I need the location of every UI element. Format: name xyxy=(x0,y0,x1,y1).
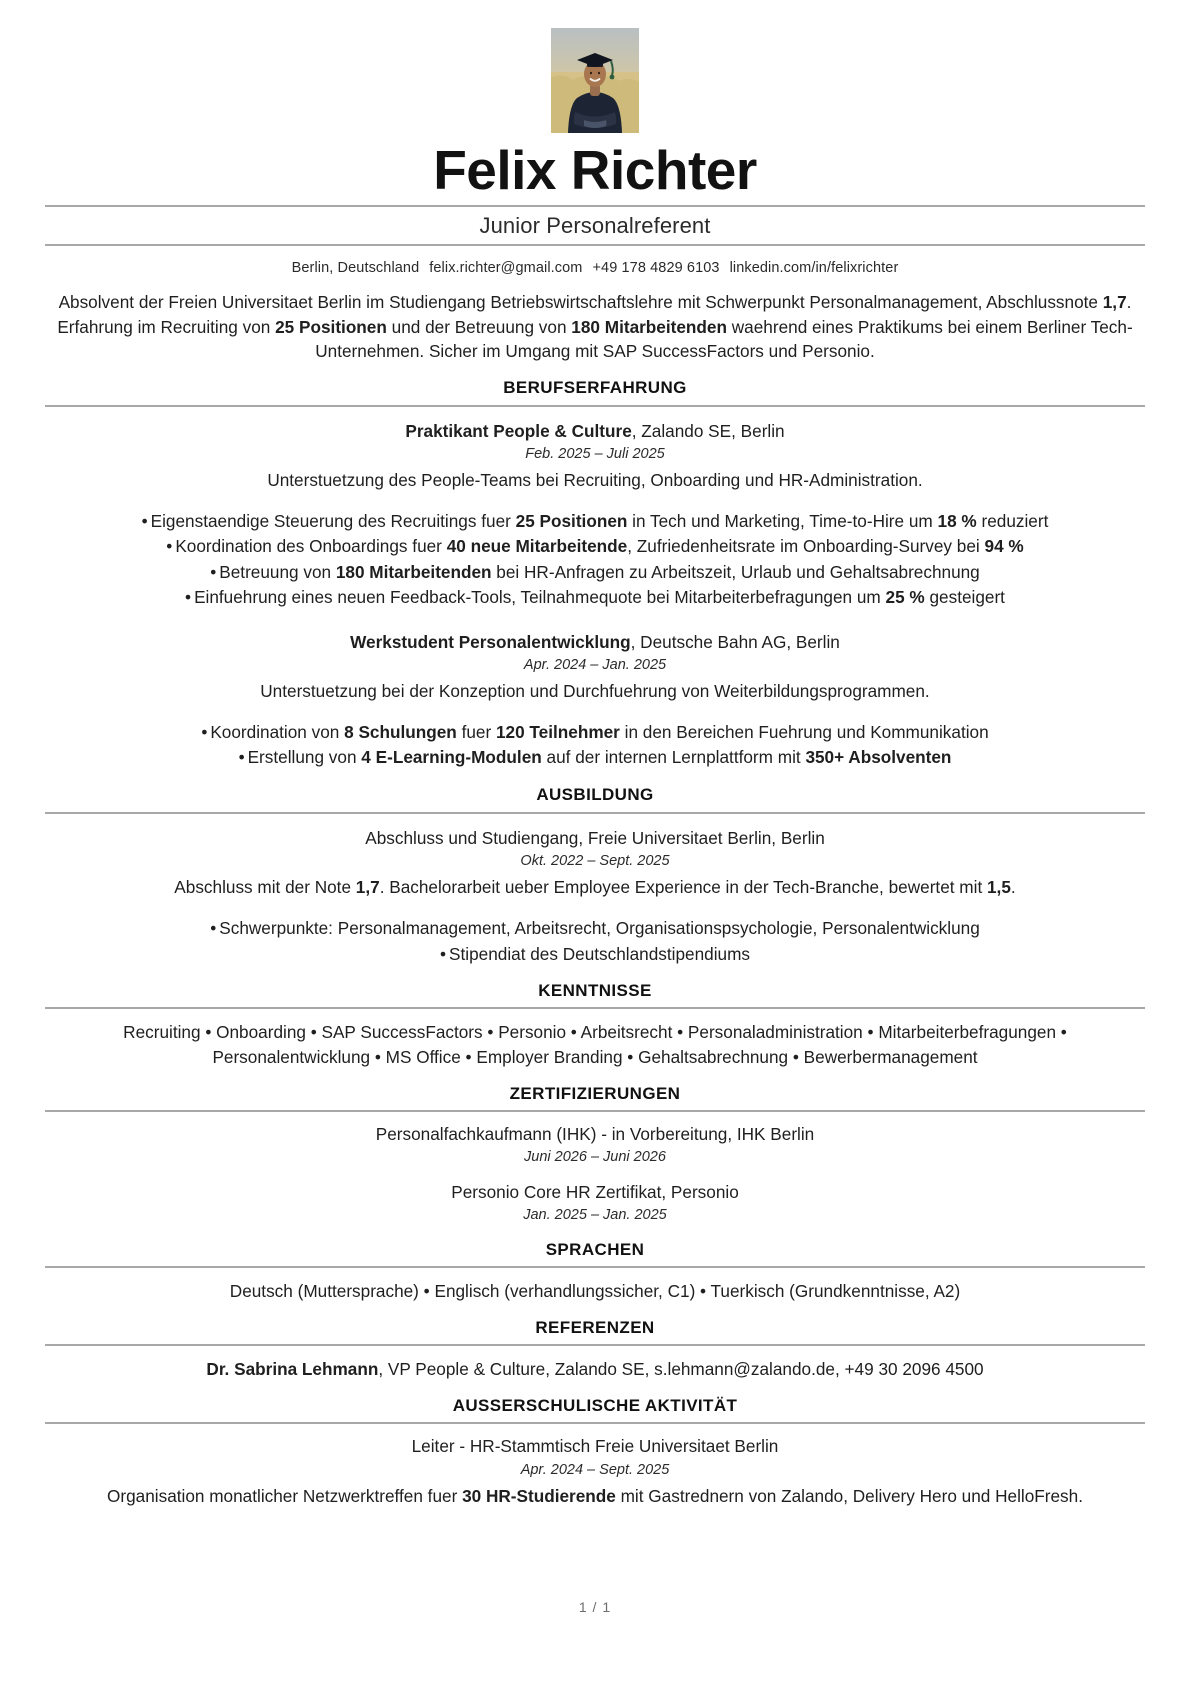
experience-entry xyxy=(45,420,1145,611)
extracurricular-description: Organisation monatlicher Netzwerktreffen fuer 30 HR-Studierende mit Gastrednern von Zalando, Delivery Hero und HelloFresh. xyxy=(107,1485,1083,1506)
extracurricular-role: Leiter - HR-Stammtisch Freie Universitaet Berlin xyxy=(411,1436,779,1457)
bullet-dot-icon: • xyxy=(210,918,217,939)
bullet-dot-icon: • xyxy=(166,536,173,557)
section-references xyxy=(45,1318,1145,1382)
bullet-dot-icon: • xyxy=(201,722,208,742)
certification-dates: Jan. 2025 – Jan. 2025 xyxy=(523,1207,667,1224)
section-title-extracurricular: AUSSERSCHULISCHE AKTIVITÄT xyxy=(452,1396,738,1416)
graduation-photo-icon xyxy=(551,28,639,133)
bullet-text: Koordination von 8 Schulungen fuer 120 Teilnehmer in den Bereichen Fuehrung und Kommunikation xyxy=(210,722,989,742)
skills-list: Recruiting • Onboarding • SAP SuccessFactors • Personio • Arbeitsrecht • Personaladministration • Mitarbeiterbefragungen • Personalentwicklung • MS Office • Employer Branding • Gehaltsabrechnung • Bewerbermanagement xyxy=(123,1022,1067,1068)
bullet-text: Schwerpunkte: Personalmanagement, Arbeitsrecht, Organisationspsychologie, Personalentwicklung xyxy=(219,918,980,939)
list-item xyxy=(45,942,1145,967)
section-experience xyxy=(45,378,1145,771)
section-languages xyxy=(45,1240,1145,1304)
section-body-languages xyxy=(45,1268,1145,1304)
experience-description: Unterstuetzung des People-Teams bei Recruiting, Onboarding und HR-Administration. xyxy=(267,469,923,490)
contact-phone[interactable]: +49 178 4829 6103 xyxy=(592,260,720,277)
education-degree: Abschluss und Studiengang, Freie Universitaet Berlin, Berlin xyxy=(365,827,825,848)
bullet-dot-icon: • xyxy=(141,510,148,531)
list-item xyxy=(45,534,1145,559)
certification-entry xyxy=(45,1181,1145,1226)
extracurricular-entry xyxy=(45,1435,1145,1507)
contact-line xyxy=(45,246,1145,286)
bullet-text: Betreuung von 180 Mitarbeitenden bei HR-Anfragen zu Arbeitszeit, Urlaub und Gehaltsabrechnung xyxy=(219,561,980,582)
education-dates: Okt. 2022 – Sept. 2025 xyxy=(520,853,670,870)
experience-dates: Feb. 2025 – Juli 2025 xyxy=(525,445,665,462)
bullet-dot-icon: • xyxy=(238,747,245,768)
certification-name: Personalfachkaufmann (IHK) - in Vorbereitung, IHK Berlin xyxy=(375,1124,815,1144)
section-title-references: REFERENZEN xyxy=(535,1318,655,1338)
section-title-education: AUSBILDUNG xyxy=(536,784,654,804)
contact-linkedin[interactable]: linkedin.com/in/felixrichter xyxy=(729,260,899,277)
section-title-certifications: ZERTIFIZIERUNGEN xyxy=(509,1084,681,1103)
section-title-skills: KENNTNISSE xyxy=(538,981,652,1001)
section-body-experience xyxy=(45,407,1145,771)
list-item xyxy=(45,916,1145,941)
bullet-dot-icon: • xyxy=(440,943,447,964)
bullet-text: Einfuehrung eines neuen Feedback-Tools, Teilnahmequote bei Mitarbeiterbefragungen um 25 % gesteigert xyxy=(194,587,1005,608)
experience-role: Praktikant People & Culture, Zalando SE, Berlin xyxy=(405,420,785,441)
reference-entry: Dr. Sabrina Lehmann, VP People & Culture, Zalando SE, s.lehmann@zalando.de, +49 30 2096 4500 xyxy=(206,1359,984,1380)
certification-entry xyxy=(45,1123,1145,1168)
extracurricular-dates: Apr. 2024 – Sept. 2025 xyxy=(520,1461,670,1478)
certification-dates: Juni 2026 – Juni 2026 xyxy=(524,1149,666,1166)
profile-summary: Absolvent der Freien Universitaet Berlin im Studiengang Betriebswirtschaftslehre mit Schwerpunkt Personalmanagement, Abschlussnote 1,7. Erfahrung im Recruiting von 25 Positionen und der Betreuung von 180 Mitarbeitenden waehrend eines Praktikums bei einem Berliner Tech-Unternehmen. Sicher im Umgang mit SAP SuccessFactors und Personio. xyxy=(57,292,1133,362)
section-certifications xyxy=(45,1084,1145,1226)
list-item xyxy=(45,560,1145,585)
bullet-dot-icon: • xyxy=(185,587,192,608)
section-body-references xyxy=(45,1346,1145,1382)
education-entry xyxy=(45,827,1145,967)
section-body-education xyxy=(45,814,1145,967)
contact-email[interactable]: felix.richter@gmail.com xyxy=(429,260,583,277)
list-item xyxy=(45,509,1145,534)
list-item xyxy=(45,585,1145,610)
bullet-dot-icon: • xyxy=(210,561,217,582)
experience-bullets xyxy=(45,720,1145,771)
section-body-skills xyxy=(45,1009,1145,1070)
bullet-text: Erstellung von 4 E-Learning-Modulen auf der internen Lernplattform mit 350+ Absolventen xyxy=(247,747,952,768)
experience-entry xyxy=(45,631,1145,771)
section-body-certifications xyxy=(45,1112,1145,1226)
experience-role: Werkstudent Personalentwicklung, Deutsche Bahn AG, Berlin xyxy=(350,631,840,652)
list-item xyxy=(45,720,1145,745)
section-skills xyxy=(45,981,1145,1070)
avatar xyxy=(551,28,639,133)
education-description: Abschluss mit der Note 1,7. Bachelorarbeit ueber Employee Experience in der Tech-Branche, bewertet mit 1,5. xyxy=(174,877,1016,898)
bullet-text: Koordination des Onboardings fuer 40 neue Mitarbeitende, Zufriedenheitsrate im Onboarding-Survey bei 94 % xyxy=(175,536,1024,557)
section-body-extracurricular xyxy=(45,1424,1145,1507)
page-indicator: 1 / 1 xyxy=(578,1599,612,1615)
certification-name: Personio Core HR Zertifikat, Personio xyxy=(451,1182,739,1203)
job-title: Junior Personalreferent xyxy=(479,213,711,239)
bullet-text: Stipendiat des Deutschlandstipendiums xyxy=(449,943,750,964)
section-title-languages: SPRACHEN xyxy=(545,1240,645,1260)
section-education xyxy=(45,785,1145,967)
languages-list: Deutsch (Muttersprache) • Englisch (verhandlungssicher, C1) • Tuerkisch (Grundkenntnisse, A2) xyxy=(229,1281,961,1302)
profile-photo-wrap xyxy=(45,28,1145,133)
experience-dates: Apr. 2024 – Jan. 2025 xyxy=(523,656,667,673)
section-extracurricular xyxy=(45,1396,1145,1507)
experience-bullets xyxy=(45,509,1145,611)
bullet-text: Eigenstaendige Steuerung des Recruitings fuer 25 Positionen in Tech und Marketing, Time-to-Hire um 18 % reduziert xyxy=(150,510,1049,531)
section-title-experience: BERUFSERFAHRUNG xyxy=(503,377,687,397)
experience-description: Unterstuetzung bei der Konzeption und Durchfuehrung von Weiterbildungsprogrammen. xyxy=(260,680,930,701)
list-item xyxy=(45,745,1145,770)
contact-location: Berlin, Deutschland xyxy=(291,260,420,277)
page-title: Felix Richter xyxy=(433,139,757,201)
education-bullets xyxy=(45,916,1145,967)
